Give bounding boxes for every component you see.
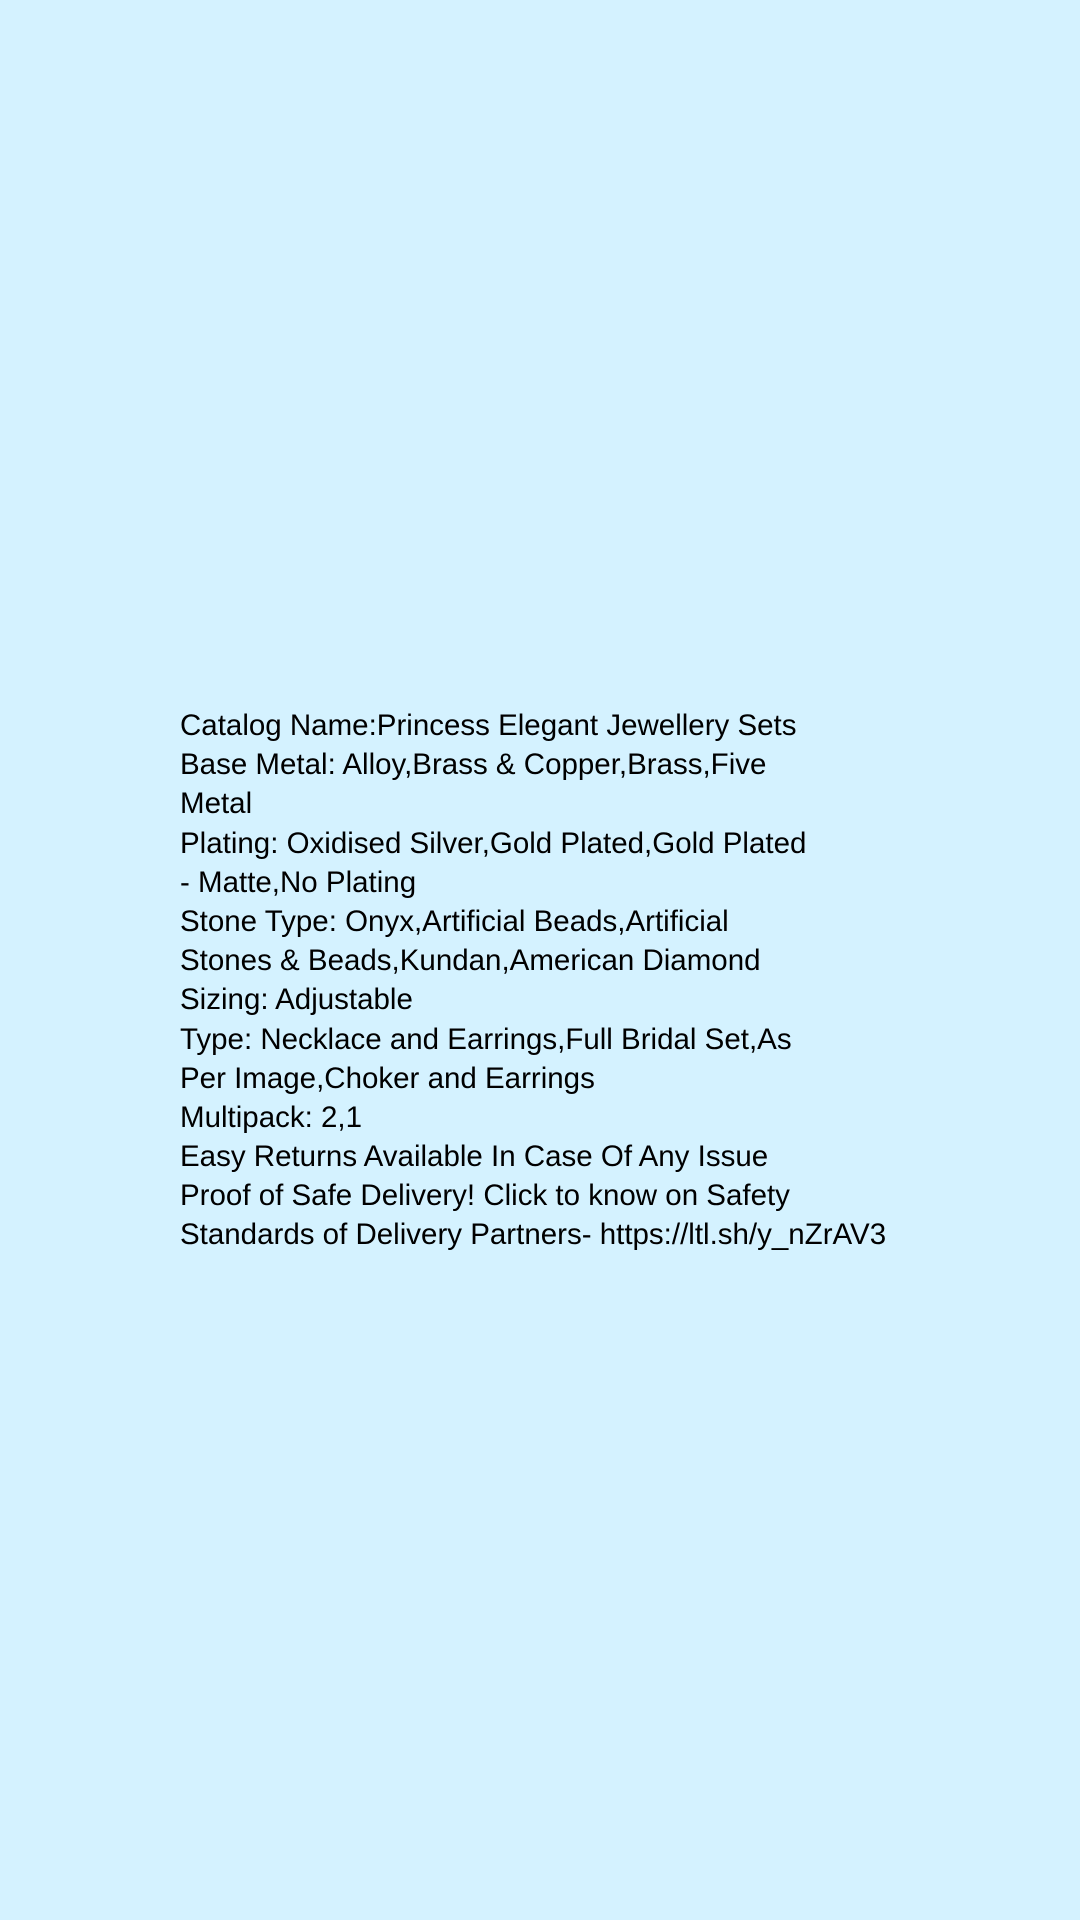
safe-delivery-line: Proof of Safe Delivery! Click to know on Safety bbox=[180, 1179, 790, 1213]
stone-type-line: Stone Type: Onyx,Artificial Beads,Artificial bbox=[180, 904, 729, 938]
type-line-cont: Per Image,Choker and Earrings bbox=[180, 1061, 595, 1095]
delivery-standards-line: Standards of Delivery Partners- https://ltl.sh/y_nZrAV3 bbox=[180, 1218, 887, 1252]
sizing-line: Sizing: Adjustable bbox=[180, 983, 413, 1017]
base-metal-line-cont: Metal bbox=[180, 787, 253, 821]
easy-returns-line: Easy Returns Available In Case Of Any Issue bbox=[180, 1140, 769, 1174]
plating-line-cont: - Matte,No Plating bbox=[180, 865, 417, 899]
stone-type-line-cont: Stones & Beads,Kundan,American Diamond bbox=[180, 944, 761, 978]
catalog-name-line: Catalog Name:Princess Elegant Jewellery Sets bbox=[180, 709, 797, 742]
multipack-line: Multipack: 2,1 bbox=[180, 1100, 362, 1134]
plating-line: Plating: Oxidised Silver,Gold Plated,Gold Plated bbox=[180, 826, 807, 860]
product-description bbox=[180, 706, 920, 1255]
base-metal-line: Base Metal: Alloy,Brass & Copper,Brass,Five bbox=[180, 748, 767, 782]
type-line: Type: Necklace and Earrings,Full Bridal Set,As bbox=[180, 1022, 792, 1056]
